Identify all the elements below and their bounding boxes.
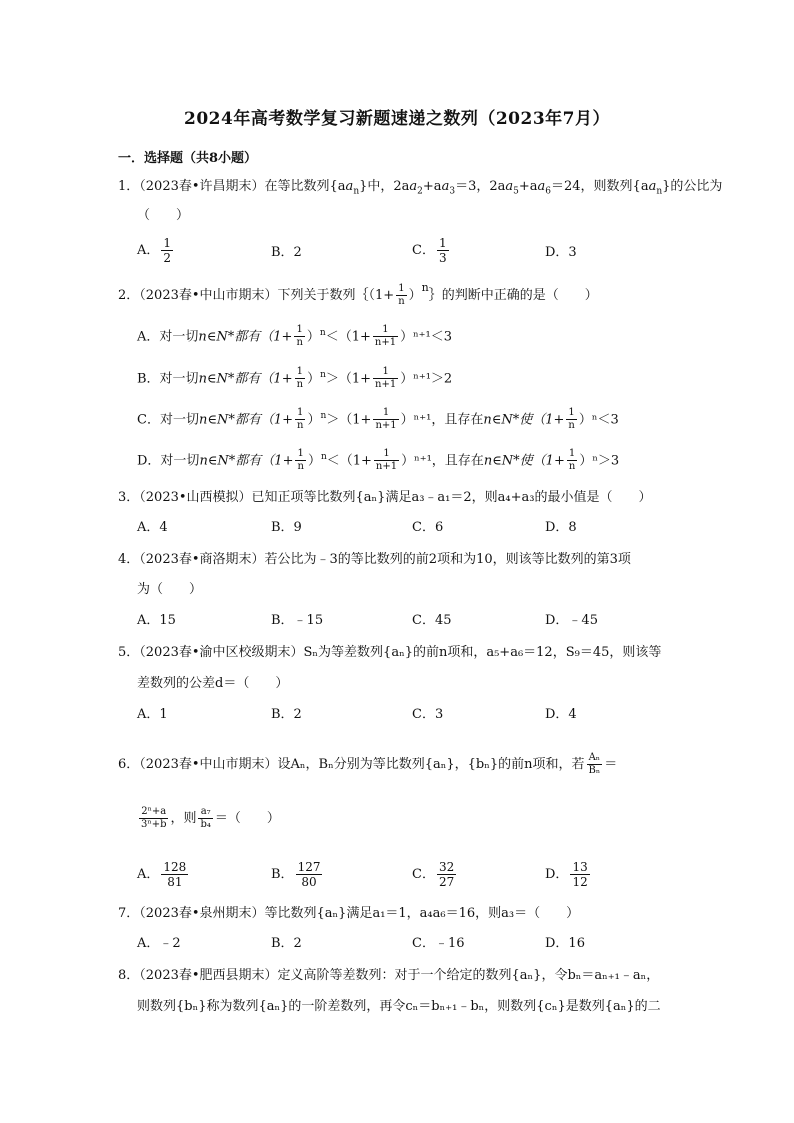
- q3-stem: 3．（2023•山西模拟）已知正项等比数列{aₙ}满足a₃﹣a₁＝2，则a₄+a₃的最小值是（ ）: [118, 490, 652, 505]
- q3-option-a[interactable]: A．4: [137, 520, 168, 535]
- q4-option-c[interactable]: C．45: [412, 613, 452, 628]
- q6-option-c[interactable]: C． $\frac{32}{27}$: [412, 860, 455, 889]
- q3-option-b[interactable]: B．9: [271, 520, 302, 535]
- q7-option-c[interactable]: C．﹣16: [412, 936, 465, 951]
- q3-option-d[interactable]: D．8: [545, 520, 577, 535]
- q5-option-b[interactable]: B．2: [271, 707, 302, 722]
- q2-option-d[interactable]: D．对一切n∈N*都有（1+ $\frac{1}{n}$ ）$^n$＜（1+ $\frac{1}{n+1}$ ）ⁿ⁺¹，且存在n∈N*使（1+ $\frac{1}{n}$ ）ⁿ＞3: [137, 448, 620, 473]
- q6-option-d[interactable]: D． $\frac{13}{12}$: [545, 860, 588, 889]
- q6-options: [137, 860, 697, 894]
- page-title: 2024年高考数学复习新题速递之数列（2023年7月）: [184, 109, 610, 129]
- q3-options: [137, 519, 697, 553]
- q2-stem: 2．（2023春•中山市期末）下列关于数列｛（1+ $\frac{1}{n}$ ）$^n$｝的判断中正确的是（ ）: [118, 281, 598, 307]
- q2-option-a[interactable]: A．对一切n∈N*都有（1+ $\frac{1}{n}$ ）$^n$＜（1+ $\frac{1}{n+1}$ ）ⁿ⁺¹＜3: [137, 324, 453, 349]
- q5-stem: 5．（2023春•渝中区校级期末）Sₙ为等差数列{aₙ}的前n项和，a₅+a₆＝12，S₉＝45，则该等: [118, 645, 662, 660]
- q4-option-d[interactable]: D．﹣45: [545, 613, 598, 628]
- q4-stem-cont: 为（ ）: [137, 582, 203, 597]
- q4-stem: 4．（2023春•商洛期末）若公比为﹣3的等比数列的前2项和为10，则该等比数列的第3项: [118, 552, 631, 567]
- q1-stem-cont: （ ）: [137, 208, 190, 223]
- q7-option-a[interactable]: A．﹣2: [137, 936, 181, 951]
- q5-option-a[interactable]: A．1: [137, 707, 168, 722]
- q8-stem: 8．（2023春•肥西县期末）定义高阶等差数列：对于一个给定的数列{aₙ}，令bₙ＝aₙ₊₁﹣aₙ，: [118, 968, 660, 983]
- q8-stem-cont: 则数列{bₙ}称为数列{aₙ}的一阶差数列，再令cₙ＝bₙ₊₁﹣bₙ，则数列{cₙ}是数列{aₙ}的二: [137, 999, 661, 1014]
- q6-stem-cont: $\frac{\text{2ⁿ+a}}{\text{3ⁿ+b}}$ ，则 $\frac{\text{a₇}}{\text{b₄}}$ ＝（ ）: [141, 806, 280, 830]
- q7-stem: 7．（2023春•泉州期末）等比数列{aₙ}满足a₁＝1，a₄a₆＝16，则a₃＝（ ）: [118, 906, 580, 921]
- q1-option-a[interactable]: A． $\frac{1}{2}$: [137, 236, 172, 265]
- q7-option-b[interactable]: B．2: [271, 936, 302, 951]
- q4-options: [137, 612, 697, 646]
- q2-option-c[interactable]: C．对一切n∈N*都有（1+ $\frac{1}{n}$ ）$^n$＞（1+ $\frac{1}{n+1}$ ）ⁿ⁺¹，且存在n∈N*使（1+ $\frac{1}{n}$ ）ⁿ＜3: [137, 407, 619, 432]
- q5-option-d[interactable]: D．4: [545, 707, 577, 722]
- section-heading: 一．选择题（共8小题）: [118, 151, 258, 166]
- q6-option-a[interactable]: A． $\frac{128}{81}$: [137, 860, 187, 889]
- q7-option-d[interactable]: D．16: [545, 936, 585, 951]
- q6-stem: 6．（2023春•中山市期末）设Aₙ，Bₙ分别为等比数列{aₙ}，{bₙ}的前n项和，若 $\frac{\text{Aₙ}}{\text{Bₙ}}$ ＝: [118, 752, 618, 776]
- q5-options: [137, 706, 697, 740]
- q3-option-c[interactable]: C．6: [412, 520, 444, 535]
- q4-option-b[interactable]: B．﹣15: [271, 613, 324, 628]
- q2-option-b[interactable]: B．对一切n∈N*都有（1+ $\frac{1}{n}$ ）$^n$＞（1+ $\frac{1}{n+1}$ ）ⁿ⁺¹＞2: [137, 366, 453, 391]
- q1-stem: 1．（2023春•许昌期末）在等比数列$\{aa_n\}$中，$2aa_2+aa_3=3$，$2aa_5+aa_6=24$，则数列$\{aa_n\}$的公比为: [118, 179, 723, 197]
- q1-option-b[interactable]: B．2: [271, 245, 302, 260]
- q5-option-c[interactable]: C．3: [412, 707, 444, 722]
- q1-option-c[interactable]: C． $\frac{1}{3}$: [412, 236, 447, 265]
- q4-option-a[interactable]: A．15: [137, 613, 176, 628]
- q6-option-b[interactable]: B． $\frac{127}{80}$: [271, 860, 321, 889]
- q1-options: [137, 236, 697, 270]
- q1-option-d[interactable]: D．3: [545, 245, 577, 260]
- q5-stem-cont: 差数列的公差d＝（ ）: [137, 676, 289, 691]
- q7-options: [137, 935, 697, 969]
